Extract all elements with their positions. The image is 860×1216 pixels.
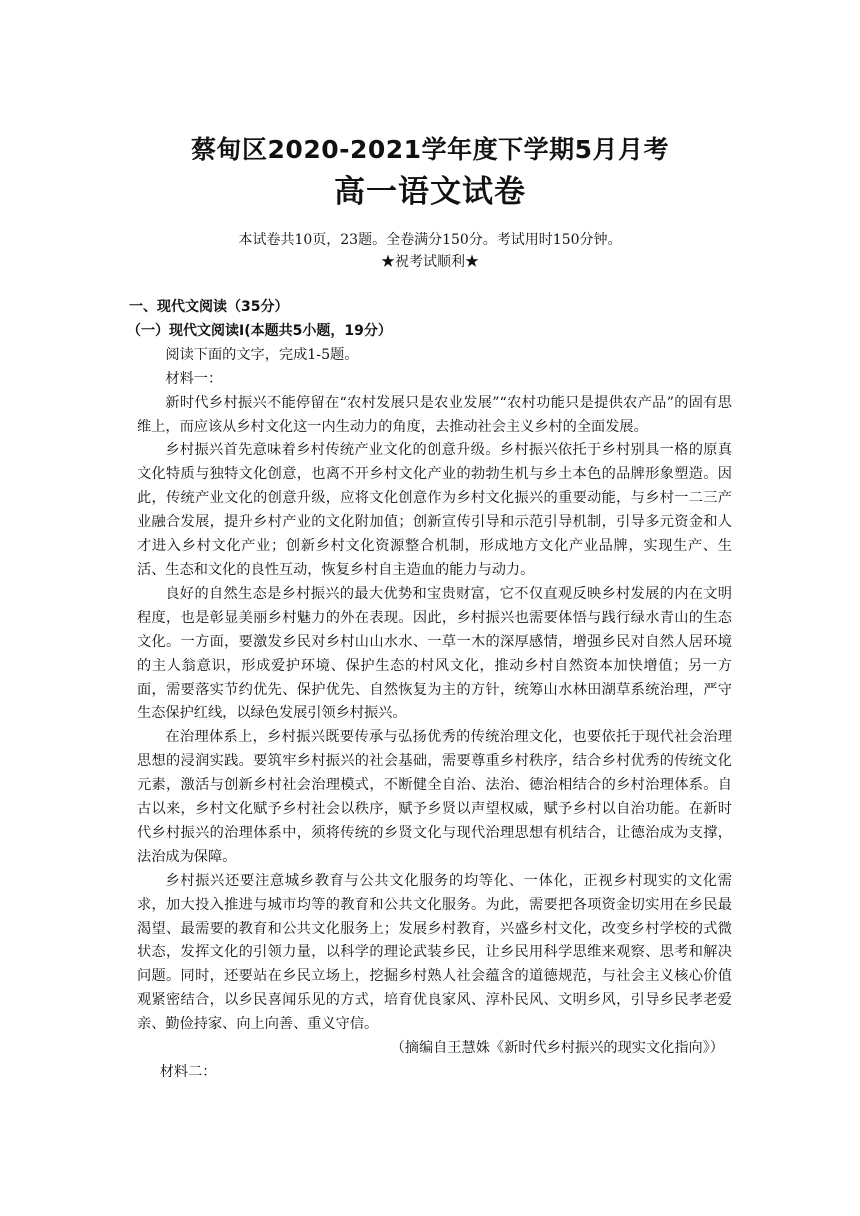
material-label: 材料二： — [159, 1064, 217, 1080]
paragraph: 良好的自然生态是乡村振兴的最大优势和宝贵财富，它不仅直观反映乡村发展的内在文明程度，也是彰显美丽乡村魅力的外在表现。因此，乡村振兴也需要体悟与践行绿水青山的生态文化。一方面，要激发乡民对乡村山山水水、一草一木的深厚感情，增强乡民对自然人居环境的主人翁意识，形成爱护环境、保护生态的村风文化，推动乡村自然资本加快增值；另一方面，需要落实节约优先、保护优先、自然恢复为主的方针，统筹山水林田湖草系统治理，严守生态保护红线，以绿色发展引领乡村振兴。 — [137, 585, 732, 722]
section-heading: 一、现代文阅读（35分） — [129, 299, 289, 315]
material-label: 材料一： — [165, 370, 223, 387]
exam-title: 蔡甸区2020-2021学年度下学期5月月考 — [191, 135, 669, 164]
paragraph: 乡村振兴首先意味着乡村传统产业文化的创意升级。乡村振兴依托于乡村别具一格的原真文化特质与独特文化创意，也离不开乡村文化产业的勃勃生机与乡土本色的品牌形象塑造。因此，传统产业文化的创意升级，应将文化创意作为乡村文化振兴的重要动能，与乡村一二三产业融合发展，提升乡村产业的文化附加值；创新宣传引导和示范引导机制，引导多元资金和人才进入乡村文化产业；创新乡村文化资源整合机制，形成地方文化产业品牌，实现生产、生活、生态和文化的良性互动，恢复乡村自主造血的能力与动力。 — [137, 442, 732, 578]
exam-info: 本试卷共10页，23题。全卷满分150分。考试用时150分钟。 — [238, 232, 622, 248]
paragraph: 在治理体系上，乡村振兴既要传承与弘扬优秀的传统治理文化，也要依托于现代社会治理思想的浸润实践。要筑牢乡村振兴的社会基础，需要尊重乡村秩序，结合乡村优秀的传统文化元素，激活与创新乡村社会治理模式，不断健全自治、法治、德治相结合的乡村治理体系。自古以来，乡村文化赋予乡村社会以秩序，赋予乡贤以声望权威，赋予乡村以自治功能。在新时代乡村振兴的治理体系中，须将传统的乡贤文化与现代治理思想有机结合，让德治成为支撑，法治成为保障。 — [137, 729, 732, 865]
section-subheading: （一）现代文阅读I(本题共5小题，19分） — [127, 322, 392, 339]
source-citation: （摘编自王慧姝《新时代乡村振兴的现实文化指向》） — [390, 1040, 724, 1057]
paragraph: 新时代乡村振兴不能停留在“农村发展只是农业发展”“农村功能只是提供农产品”的固有思维上，而应该从乡村文化这一内生动力的角度，去推动社会主义乡村的全面发展。 — [137, 394, 732, 435]
exam-subject-title: 高一语文试卷 — [334, 174, 526, 210]
reading-instruction: 阅读下面的文字，完成1-5题。 — [165, 346, 359, 363]
exam-body — [127, 296, 732, 1085]
paragraph: 乡村振兴还要注意城乡教育与公共文化服务的均等化、一体化，正视乡村现实的文化需求，加大投入推进与城市均等的教育和公共文化服务。为此，需要把各项资金切实用在乡民最渴望、最需要的教育和公共文化服务上；发展乡村教育，兴盛乡村文化，改变乡村学校的式微状态，发挥文化的引领力量，以科学的理论武装乡民，让乡民用科学思维来观察、思考和解决问题。同时，还要站在乡民立场上，挖掘乡村熟人社会蕴含的道德规范，与社会主义核心价值观紧密结合，以乡民喜闻乐见的方式，培育优良家风、淳朴民风、文明乡风，引导乡民孝老爱亲、勤俭持家、向上向善、重义守信。 — [137, 872, 732, 1033]
exam-wish: ★祝考试顺利★ — [381, 254, 479, 270]
